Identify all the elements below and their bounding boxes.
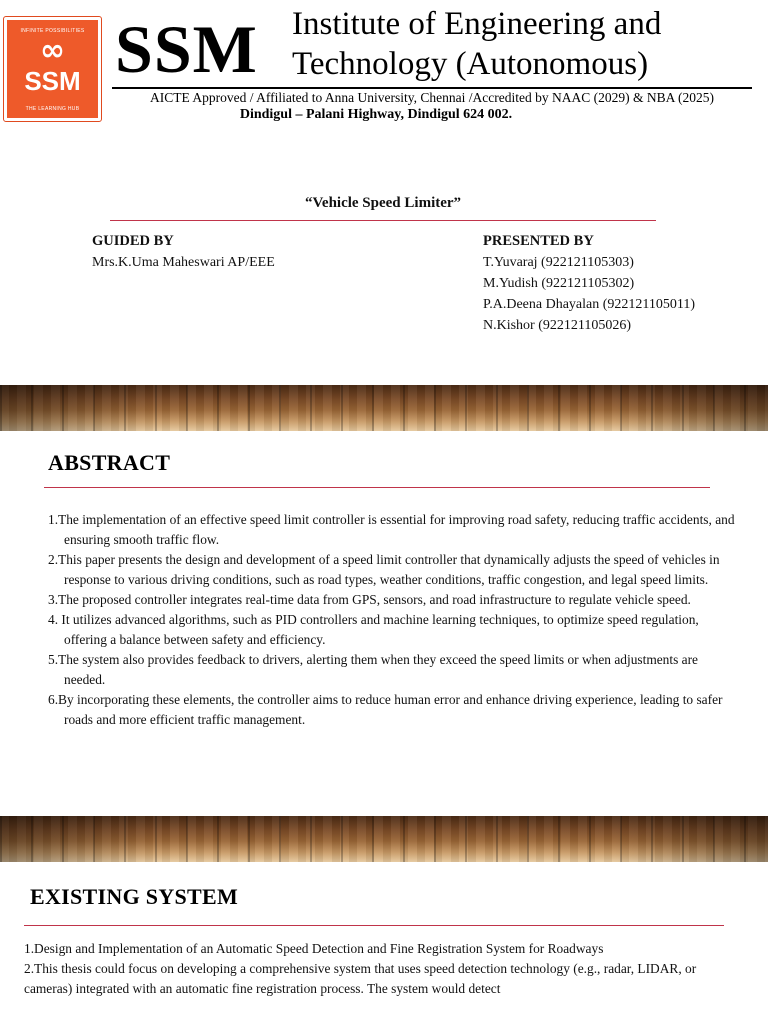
project-title: “Vehicle Speed Limiter”: [304, 195, 462, 211]
abstract-point-3: 3.The proposed controller integrates real-time data from GPS, sensors, and road infrastructure to regulate vehicle speed.: [48, 592, 691, 607]
logo-brand: SSM: [24, 66, 81, 96]
abstract-heading: ABSTRACT: [48, 450, 171, 475]
member-4: N.Kishor (922121105026): [483, 318, 632, 333]
existing-point-2: 2.This thesis could focus on developing a comprehensive system that uses speed detection technology (e.g., radar, LIDAR, or cameras) integrated with an automatic fine registration process. The system would detect: [24, 961, 697, 996]
abstract-point-2: 2.This paper presents the design and development of a speed limit controller that dynamically adjusts the speed of vehicles in response to various driving conditions, such as road types, weather conditions, traffic congestion, and legal speed limits.: [48, 552, 720, 587]
member-3: P.A.Deena Dhayalan (922121105011): [483, 297, 696, 312]
institute-name-line1: Institute of Engineering and: [292, 6, 662, 42]
member-1: T.Yuvaraj (922121105303): [483, 255, 634, 270]
guided-by-label: GUIDED BY: [92, 233, 174, 249]
ssm-logo: [4, 17, 101, 121]
abstract-list: [48, 510, 738, 730]
logo-tagline-bottom: THE LEARNING HUB: [25, 106, 80, 112]
existing-list: [24, 939, 724, 999]
approval-line: AICTE Approved / Affiliated to Anna University, Chennai /Accredited by NAAC (2029) & NBA (2025): [150, 90, 714, 105]
presented-by-label: PRESENTED BY: [483, 233, 594, 249]
guide-name: Mrs.K.Uma Maheswari AP/EEE: [92, 255, 275, 270]
abstract-divider: [44, 487, 710, 488]
header-divider: [112, 87, 752, 89]
institute-name-line2: Technology (Autonomous): [292, 46, 649, 82]
logo-tagline-top: INFINITE POSSIBILITIES: [20, 28, 85, 34]
existing-point-1: 1.Design and Implementation of an Automatic Speed Detection and Fine Registration System for Roadways: [24, 941, 604, 956]
address-line: Dindigul – Palani Highway, Dindigul 624 002.: [239, 107, 513, 122]
wood-banner-bottom: [0, 816, 768, 862]
member-2: M.Yudish (922121105302): [483, 276, 635, 291]
abstract-point-6: 6.By incorporating these elements, the controller aims to reduce human error and enhance driving experience, leading to safer roads and more efficient traffic management.: [48, 692, 723, 727]
wood-banner-top: [0, 385, 768, 431]
infinity-icon: ∞: [40, 33, 65, 68]
title-divider: [110, 220, 656, 221]
existing-system-heading: EXISTING SYSTEM: [30, 884, 239, 909]
existing-divider: [24, 925, 724, 926]
abstract-point-5: 5.The system also provides feedback to drivers, alerting them when they exceed the speed limits or when adjustments are needed.: [48, 652, 698, 687]
ssm-wordmark: SSM: [115, 11, 258, 87]
abstract-point-1: 1.The implementation of an effective speed limit controller is essential for improving road safety, reducing traffic accidents, and ensuring smooth traffic flow.: [48, 512, 735, 547]
abstract-point-4: 4. It utilizes advanced algorithms, such as PID controllers and machine learning techniques, to optimize speed regulation, offering a balance between safety and efficiency.: [48, 612, 699, 647]
